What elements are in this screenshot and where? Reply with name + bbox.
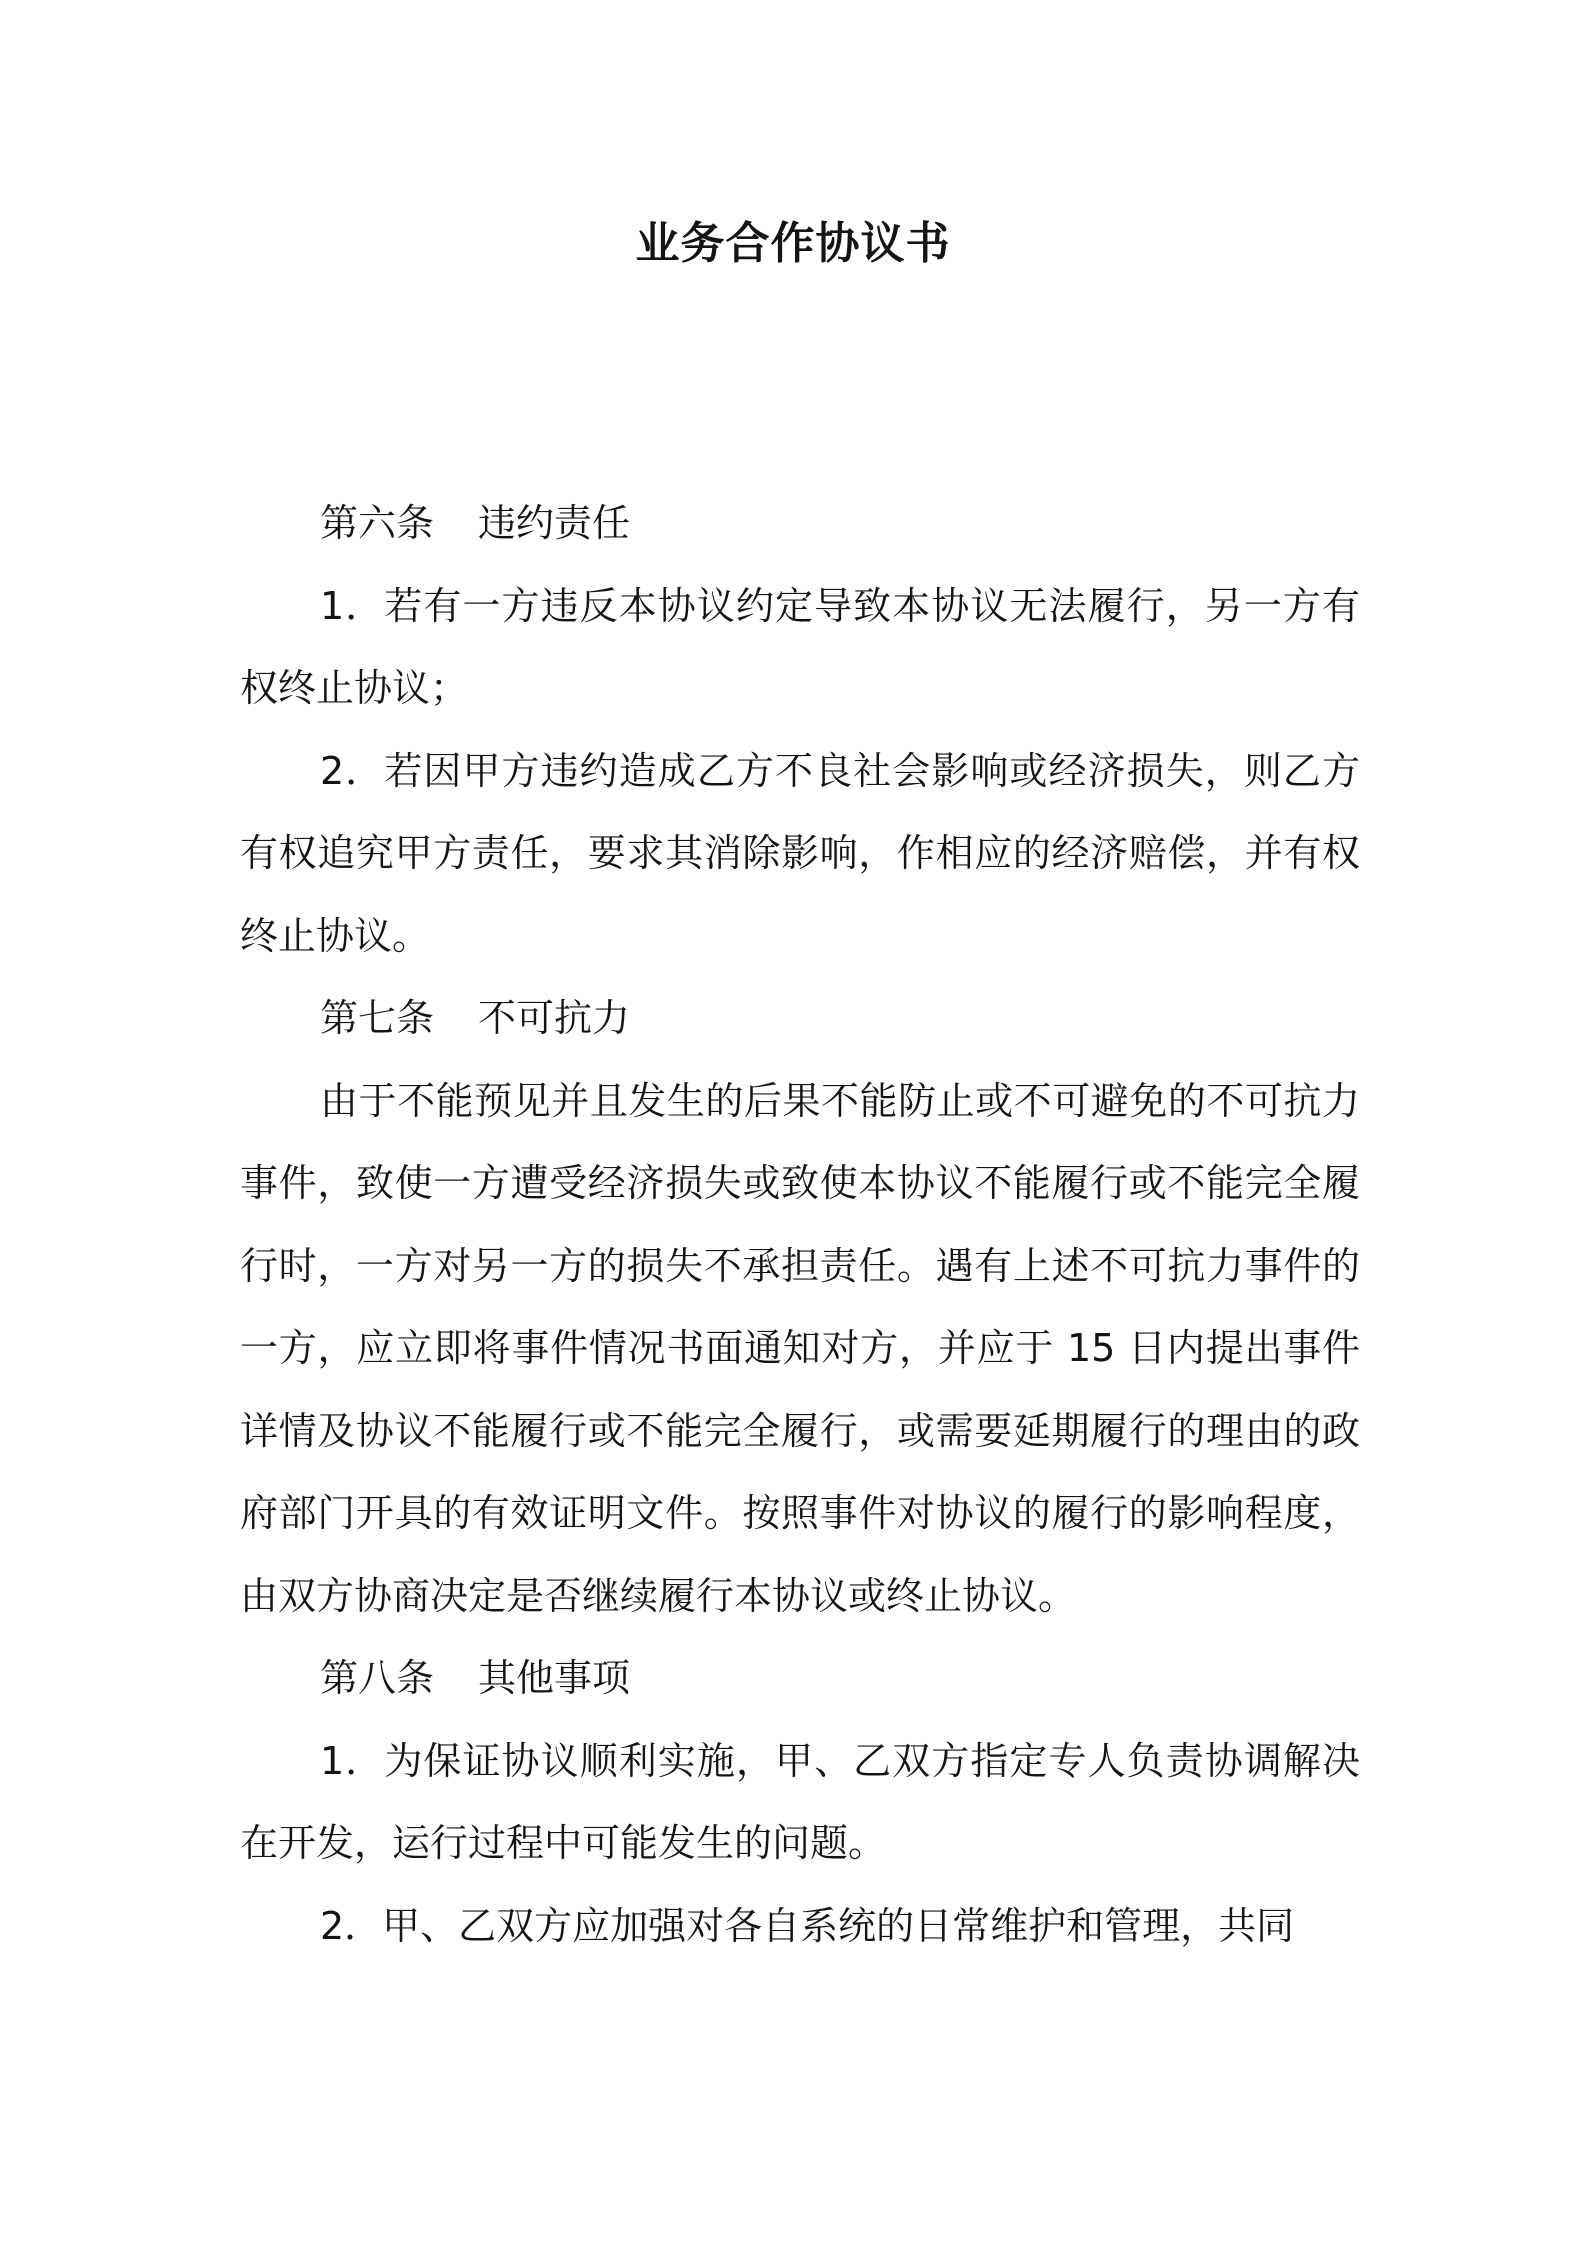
article-8-paragraph-1: 1．为保证协议顺利实施，甲、乙双方指定专人负责协调解决在开发，运行过程中可能发生的问题。 — [240, 1738, 1360, 1865]
article-6-heading — [240, 482, 1360, 565]
article-8-number: 第八条 — [320, 1656, 435, 1700]
document-body — [240, 482, 1360, 1967]
article-8-paragraph-2: 2．甲、乙双方应加强对各自系统的日常维护和管理，共同 — [320, 1903, 1295, 1948]
article-7-number: 第七条 — [320, 996, 435, 1040]
article-7-paragraph-1: 由于不能预见并且发生的后果不能防止或不可避免的不可抗力事件，致使一方遭受经济损失或致使本协议不能履行或不能完全履行时，一方对另一方的损失不承担责任。遇有上述不可抗力事件的一方，应立即将事件情况书面通知对方，并应于 15 日内提出事件详情及协议不能履行或不能完全履行，或需要延期履行的理由的政府部门开具的有效证明文件。按照事件对协议的履行的影响程度，由双方协商决定是否继续履行本协议或终止协议。 — [240, 1078, 1360, 1618]
document-title: 业务合作协议书 — [635, 218, 951, 269]
article-7-heading — [240, 977, 1360, 1060]
article-6-number: 第六条 — [320, 501, 435, 545]
article-8-heading — [240, 1637, 1360, 1720]
article-8-name: 其他事项 — [478, 1656, 631, 1700]
article-6-name: 违约责任 — [478, 501, 631, 545]
article-6-paragraph-2: 2．若因甲方违约造成乙方不良社会影响或经济损失，则乙方有权追究甲方责任，要求其消除影响，作相应的经济赔偿，并有权终止协议。 — [240, 748, 1360, 958]
article-6-paragraph-1: 1．若有一方违反本协议约定导致本协议无法履行，另一方有权终止协议； — [240, 583, 1360, 710]
article-7-name: 不可抗力 — [478, 996, 631, 1040]
